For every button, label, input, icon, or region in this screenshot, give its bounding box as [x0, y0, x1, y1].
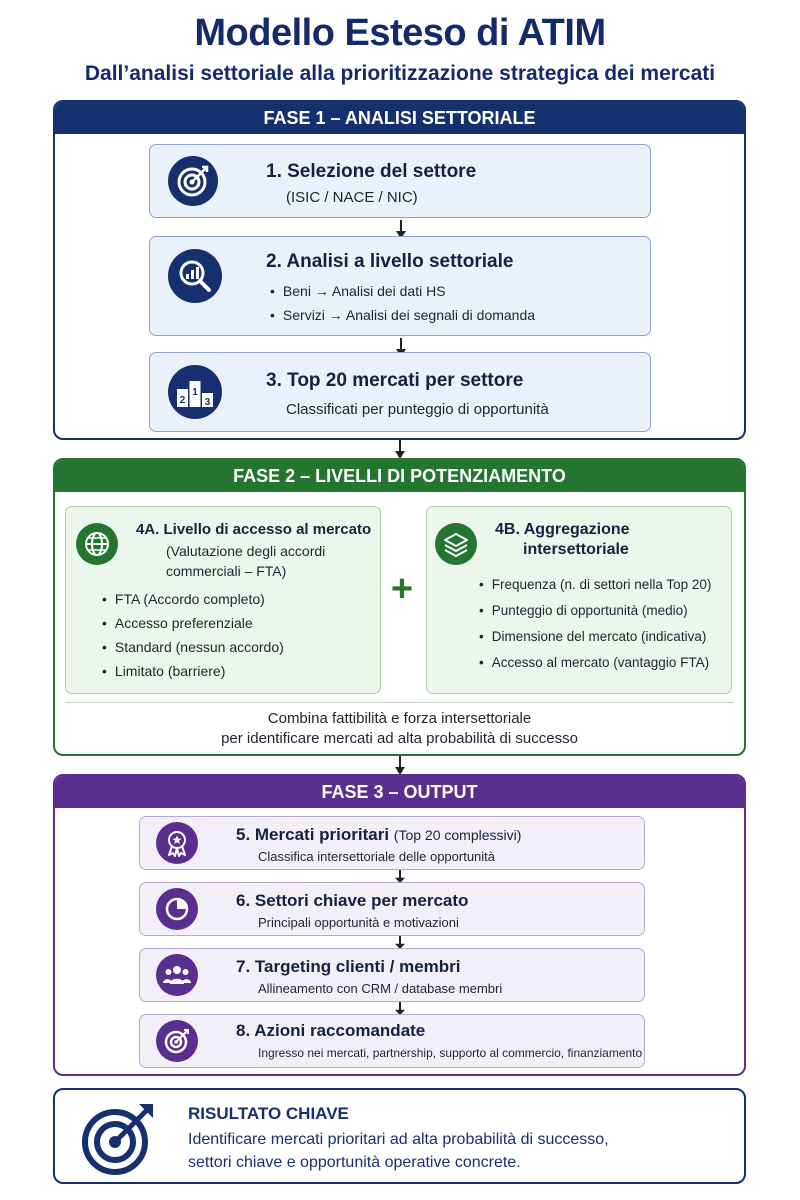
access-level-title: 4A. Livello di accesso al mercato: [136, 521, 372, 538]
step-7-card: [139, 948, 645, 1002]
phase-2-footer: per identificare mercati ad alta probabilità di successo: [221, 730, 578, 747]
key-result-text: Identificare mercati prioritari ad alta probabilità di successo,: [188, 1131, 609, 1148]
target-arrow-icon: [81, 1100, 157, 1176]
step-5-sub: Classifica intersettoriale delle opportunità: [258, 849, 496, 864]
target-icon: [168, 156, 218, 206]
podium-icon: [168, 365, 222, 419]
step-8-sub: Ingresso nei mercati, partnership, supporto al commercio, finanziamento: [258, 1046, 643, 1060]
plus-sign: +: [390, 568, 414, 610]
aggregation-bullet: • Frequenza (n. di settori nella Top 20): [479, 577, 711, 592]
aggregation-bullet: • Punteggio di opportunità (medio): [479, 603, 688, 618]
aggregation-card: [426, 506, 732, 694]
globe-icon: [76, 523, 118, 565]
step-5-title: [236, 825, 521, 845]
aggregation-bullet: • Dimensione del mercato (indicativa): [479, 629, 706, 644]
key-result-panel: [53, 1088, 746, 1184]
step-7-sub: Allineamento con CRM / database membri: [258, 981, 503, 996]
access-level-sub: (Valutazione degli accordi: [166, 543, 326, 559]
phase-2-header: FASE 2 – LIVELLI DI POTENZIAMENTO: [55, 460, 744, 492]
step-3-title: 3. Top 20 mercati per settore: [266, 370, 524, 391]
phase-2-footer: Combina fattibilità e forza intersettoriale: [267, 710, 532, 727]
step-8-card: [139, 1014, 645, 1068]
podium-third-label: 3: [204, 397, 211, 408]
step-2-bullet: • Beni → Analisi dei dati HS: [270, 283, 446, 299]
step-1-title: 1. Selezione del settore: [266, 161, 477, 182]
page-subtitle: Dall’analisi settoriale alla prioritizzazione strategica dei mercati: [84, 62, 716, 85]
aggregation-title: intersettoriale: [523, 541, 629, 558]
step-6-title: 6. Settori chiave per mercato: [236, 891, 469, 910]
access-level-bullet: • Accesso preferenziale: [102, 615, 253, 631]
step-1-card: [149, 144, 651, 218]
access-level-sub: commerciali – FTA): [166, 563, 287, 579]
key-result-title: RISULTATO CHIAVE: [188, 1104, 349, 1123]
step-2-card: [149, 236, 651, 336]
step-5-title-main: 5. Mercati prioritari: [236, 825, 390, 844]
step-1-sub: (ISIC / NACE / NIC): [286, 189, 418, 206]
page-title: Modello Esteso di ATIM: [194, 12, 606, 54]
step-3-sub: Classificati per punteggio di opportunità: [286, 401, 549, 418]
layers-icon: [435, 523, 477, 565]
podium-second-label: 2: [179, 395, 186, 406]
people-icon: [156, 954, 198, 996]
divider: [65, 702, 734, 703]
award-icon: [156, 822, 198, 864]
access-level-bullet: • Limitato (barriere): [102, 663, 225, 679]
phase-1-panel: [53, 100, 746, 440]
step-2-title: 2. Analisi a livello settoriale: [266, 251, 514, 272]
arrow-down-icon: [394, 440, 406, 460]
access-level-bullet: • Standard (nessun accordo): [102, 639, 284, 655]
step-6-card: [139, 882, 645, 936]
step-6-sub: Principali opportunità e motivazioni: [258, 915, 459, 930]
magnifier-chart-icon: [168, 249, 222, 303]
phase-3-header: FASE 3 – OUTPUT: [55, 776, 744, 808]
podium-first-label: 1: [192, 387, 198, 398]
access-level-card: [65, 506, 381, 694]
step-3-card: [149, 352, 651, 432]
step-5-title-extra: (Top 20 complessivi): [393, 827, 522, 843]
step-7-title: 7. Targeting clienti / membri: [236, 957, 461, 976]
phase-2-panel: [53, 458, 746, 756]
aggregation-title: 4B. Aggregazione: [495, 521, 630, 538]
phase-1-header: FASE 1 – ANALISI SETTORIALE: [55, 102, 744, 134]
step-8-title: 8. Azioni raccomandate: [236, 1021, 426, 1040]
access-level-bullet: • FTA (Accordo completo): [102, 591, 265, 607]
step-5-card: [139, 816, 645, 870]
target-icon: [156, 1020, 198, 1062]
step-2-bullet: • Servizi → Analisi dei segnali di domanda: [270, 307, 535, 323]
pie-chart-icon: [156, 888, 198, 930]
arrow-down-icon: [394, 756, 406, 776]
phase-3-panel: [53, 774, 746, 1076]
key-result-text: settori chiave e opportunità operative concrete.: [188, 1154, 521, 1171]
aggregation-bullet: • Accesso al mercato (vantaggio FTA): [479, 655, 709, 670]
